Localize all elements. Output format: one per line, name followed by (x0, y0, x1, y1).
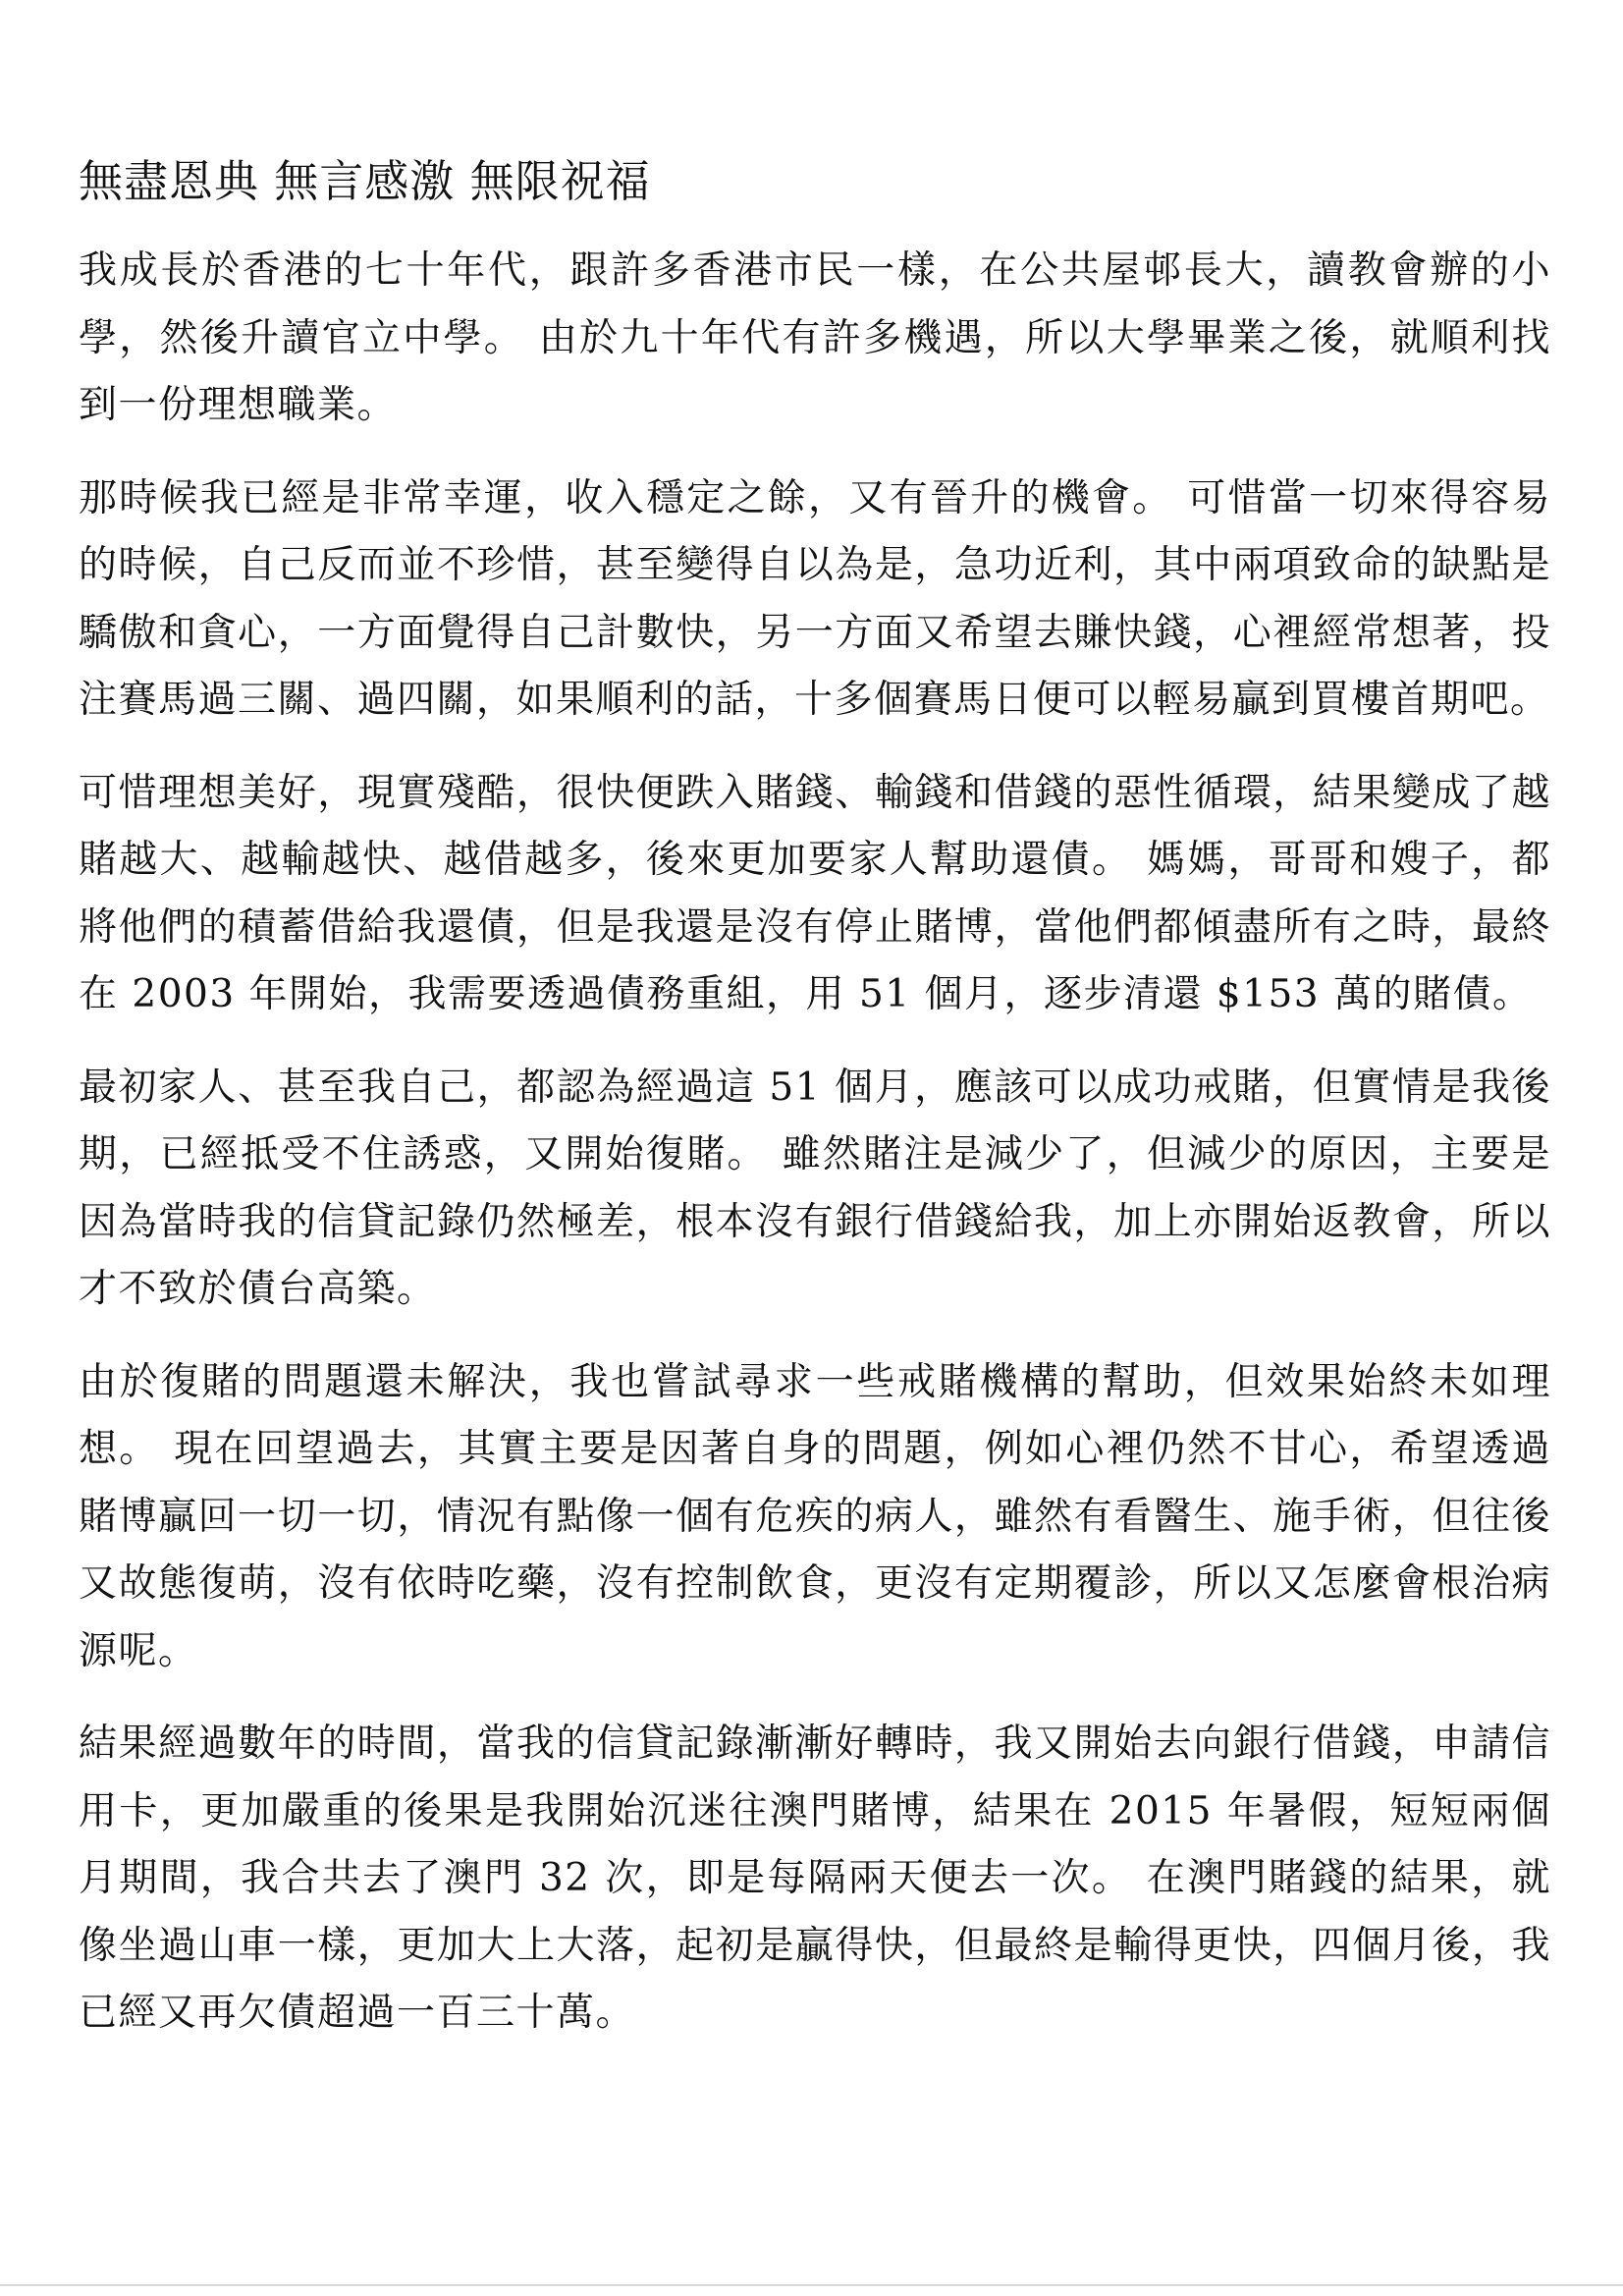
paragraph-2: 那時候我已經是非常幸運，收入穩定之餘，又有晉升的機會。 可惜當一切來得容易的時候，自己反而並不珍惜，甚至變得自以為是，急功近利，其中兩項致命的缺點是驕傲和貪心，一方面覺得自己計數快，另一方面又希望去賺快錢，心裡經常想著，投注賽馬過三關、過四關，如果順利的話，十多個賽馬日便可以輕易贏到買樓首期吧。 (79, 475, 1551, 722)
document-title: 無盡恩典 無言感激 無限祝福 (79, 155, 651, 207)
paragraph-3: 可惜理想美好，現實殘酷，很快便跌入賭錢、輸錢和借錢的惡性循環，結果變成了越賭越大、越輸越快、越借越多，後來更加要家人幫助還債。 媽媽，哥哥和嫂子，都將他們的積蓄借給我還債，但是我還是沒有停止賭博，當他們都傾盡所有之時，最終在 2003 年開始，我需要透過債務重組，用 51 個月，逐步清還 $153 萬的賭債。 (79, 770, 1551, 1016)
paragraph-4: 最初家人、甚至我自己，都認為經過這 51 個月，應該可以成功戒賭，但實情是我後期，已經抵受不住誘惑，又開始復賭。 雖然賭注是減少了，但減少的原因，主要是因為當時我的信貸記錄仍然極差，根本沒有銀行借錢給我，加上亦開始返教會，所以才不致於債台高築。 (79, 1065, 1551, 1311)
paragraph-1: 我成長於香港的七十年代，跟許多香港市民一樣，在公共屋邨長大，讀教會辦的小學，然後升讀官立中學。 由於九十年代有許多機遇，所以大學畢業之後，就順利找到一份理想職業。 (79, 248, 1551, 427)
paragraph-6: 結果經過數年的時間，當我的信貸記錄漸漸好轉時，我又開始去向銀行借錢，申請信用卡，更加嚴重的後果是我開始沉迷往澳門賭博，結果在 2015 年暑假，短短兩個月期間，我合共去了澳門 32 次，即是每隔兩天便去一次。 在澳門賭錢的結果，就像坐過山車一樣，更加大上大落，起初是贏得快，但最終是輸得更快，四個月後，我已經又再欠債超過一百三十萬。 (79, 1722, 1552, 2035)
paragraph-5: 由於復賭的問題還未解決，我也嘗試尋求一些戒賭機構的幫助，但效果始終未如理想。 現在回望過去，其實主要是因著自身的問題，例如心裡仍然不甘心，希望透過賭博贏回一切一切，情況有點像一個有危疾的病人，雖然有看醫生、施手術，但往後又故態復萌，沒有依時吃藥，沒有控制飲食，更沒有定期覆診，所以又怎麼會根治病源呢。 (79, 1359, 1551, 1673)
document-body (79, 147, 1551, 2073)
scan-edge-line (0, 2284, 1623, 2286)
